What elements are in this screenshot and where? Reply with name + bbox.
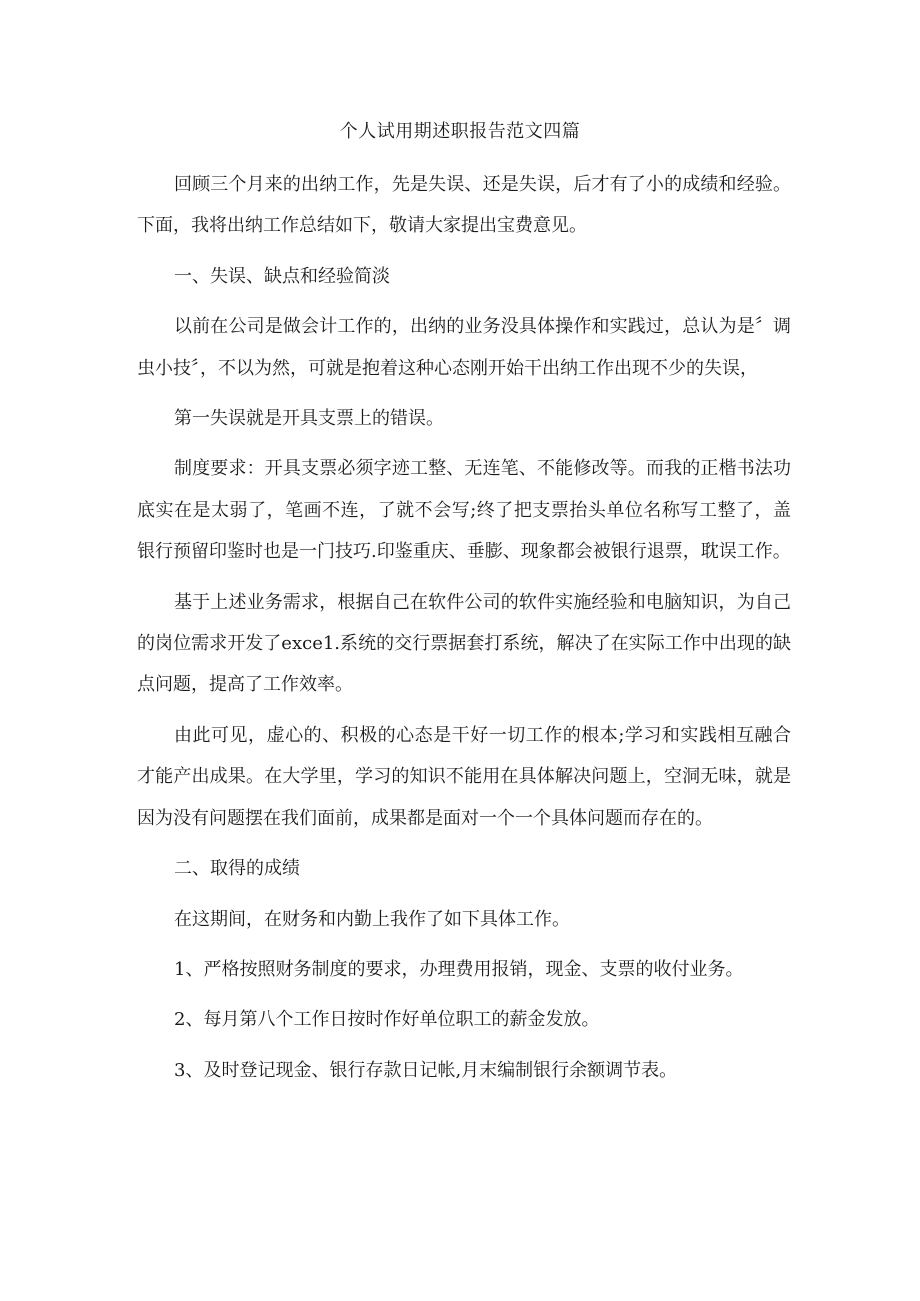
list-item: 2、每月第八个工作日按时作好单位职工的薪金发放。 (174, 1009, 600, 1031)
paragraph: 第一失误就是开具支票上的错误。 (174, 408, 444, 430)
document-title: 个人试用期述职报告范文四篇 (339, 121, 581, 142)
list-item: 1、严格按照财务制度的要求，办理费用报销，现金、支票的收付业务。 (174, 958, 744, 980)
document-body (137, 164, 791, 1091)
paragraph: 以前在公司是做会计工作的，出纳的业务没具体操作和实践过，总认为是〞调虫小技〞，不以为然，可就是抱着这种心态刚开始干出纳工作出现不少的失误， (137, 316, 791, 379)
paragraph: 制度要求：开具支票必须字迹工整、无连笔、不能修改等。而我的正楷书法功底实在是太弱了，笔画不连，了就不会写;终了把支票抬头单位名称写工整了，盖银行预留印鉴时也是一门技巧.印鉴重庆、垂膨、现象都会被银行退票，耽误工作。 (137, 458, 791, 563)
paragraph: 由此可见，虚心的、积极的心态是干好一切工作的根本;学习和实践相互融合才能产出成果。在大学里，学习的知识不能用在具体解决问题上，空洞无味，就是因为没有问题摆在我们面前，成果都是面对一个一个具体问题而存在的。 (137, 724, 791, 829)
list-item: 3、及时登记现金、银行存款日记帐,月末编制银行余额调节表。 (174, 1059, 678, 1081)
paragraph: 基于上述业务需求，根据自己在软件公司的软件实施经验和电脑知识，为自己的岗位需求开发了exce1.系统的交行票据套打系统，解决了在实际工作中出现的缺点问题，提高了工作效率。 (137, 591, 791, 696)
paragraph: 在这期间，在财务和内勤上我作了如下具体工作。 (174, 908, 570, 930)
paragraph-intro: 回顾三个月来的出纳工作，先是失误、还是失误，后才有了小的成绩和经验。下面，我将出纳工作总结如下，敬请大家提出宝费意见。 (137, 174, 791, 237)
section-heading-1: 一、失误、缺点和经验简淡 (174, 265, 390, 287)
section-heading-2: 二、取得的成绩 (174, 858, 300, 880)
